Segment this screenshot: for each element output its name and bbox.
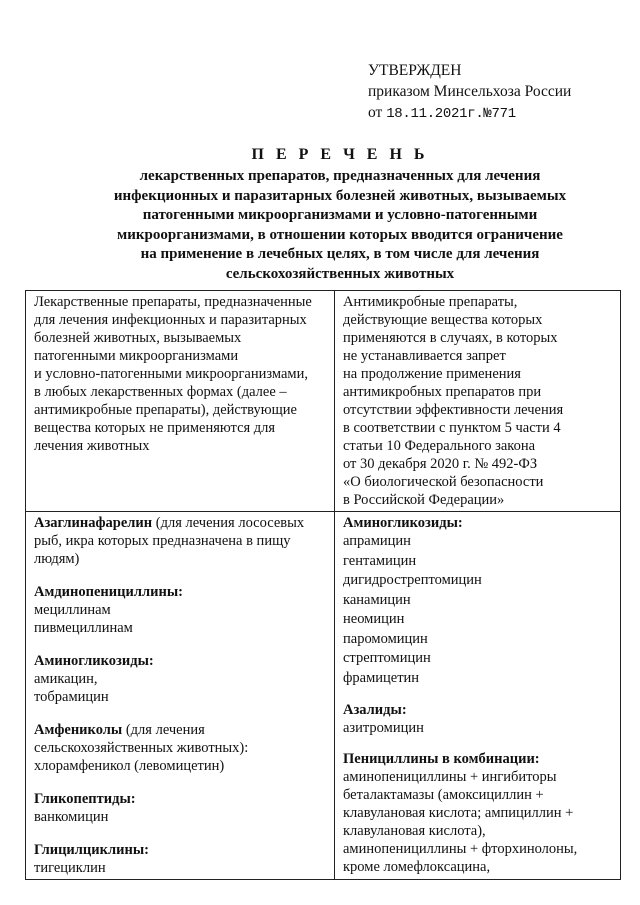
drug-item: канамицин bbox=[343, 591, 411, 608]
drug-list-table bbox=[25, 290, 621, 880]
header-cell-right bbox=[335, 291, 621, 512]
drug-item: дигидрострептомицин bbox=[343, 572, 482, 588]
drug-group bbox=[34, 721, 328, 775]
drug-item: ванкомицин bbox=[34, 809, 109, 825]
drug-item: стрептомицин bbox=[343, 650, 431, 666]
group-title: Аминогликозиды: bbox=[343, 515, 463, 531]
subtitle-line: микроорганизмами, в отношении которых вводится ограничение bbox=[117, 226, 563, 243]
document-title: П Е Р Е Ч Е Н Ь bbox=[251, 146, 429, 163]
drug-item: апрамицин bbox=[343, 533, 411, 549]
drug-group bbox=[34, 841, 328, 877]
subtitle-line: инфекционных и паразитарных болезней животных, вызываемых bbox=[113, 187, 567, 204]
document-subtitle bbox=[40, 167, 640, 284]
drug-item: неомицин bbox=[343, 611, 405, 627]
group-title: Амдинопенициллины: bbox=[34, 584, 183, 600]
subtitle-line: лекарственных препаратов, предназначенных для лечения bbox=[139, 168, 541, 184]
group-title: Аминогликозиды: bbox=[34, 653, 154, 669]
drug-group bbox=[34, 652, 328, 706]
drug-group bbox=[34, 514, 328, 568]
table-header-row bbox=[26, 291, 621, 512]
drug-item: азитромицин bbox=[343, 720, 424, 736]
drug-group bbox=[343, 750, 614, 876]
drug-item: пивмециллинам bbox=[34, 620, 133, 636]
body-cell-left bbox=[26, 512, 335, 880]
drug-combination-text: аминопенициллины + ингибиторы беталактамазы (амоксициллин + клавулановая кислота; ампициллин + клавулановая кислота), аминопенициллины + фторхинолоны, кроме ломефлоксацина, bbox=[343, 769, 578, 875]
drug-item: гентамицин bbox=[343, 552, 417, 569]
approval-date-prefix: от bbox=[368, 104, 387, 121]
drug-group bbox=[343, 701, 614, 737]
group-title: Амфениколы bbox=[34, 722, 123, 738]
group-title: Глицилциклины: bbox=[34, 842, 149, 858]
drug-item: мециллинам bbox=[34, 602, 111, 618]
header-left-text: Лекарственные препараты, предназначенные для лечения инфекционных и паразитарных болезней животных, вызываемых патогенными микроорганизмами и условно-патогенными микроорганизмами, в любых лекарственных формах (далее – антимикробные препараты), действующие вещества которых не применяются для лечения животных bbox=[34, 294, 312, 454]
drug-item: фрамицетин bbox=[343, 669, 420, 686]
subtitle-line: патогенными микроорганизмами и условно-патогенными bbox=[142, 207, 538, 223]
approval-date-value: 18.11.2021г.№771 bbox=[386, 106, 516, 122]
drug-item: амикацин, bbox=[34, 671, 98, 687]
approval-order: приказом Минсельхоза России bbox=[368, 83, 572, 100]
group-title: Пенициллины в комбинации: bbox=[343, 751, 540, 767]
drug-item: паромомицин bbox=[343, 630, 428, 647]
body-cell-right bbox=[335, 512, 621, 880]
header-cell-left bbox=[26, 291, 335, 512]
group-note: (для лечения сельскохозяйственных животных): bbox=[34, 722, 249, 756]
drug-group bbox=[34, 583, 328, 637]
approval-title: УТВЕРЖДЕН bbox=[368, 62, 462, 79]
drug-item: хлорамфеникол (левомицетин) bbox=[34, 758, 225, 774]
table-body-row bbox=[26, 512, 621, 880]
subtitle-line: сельскохозяйственных животных bbox=[225, 265, 455, 282]
approval-date bbox=[368, 102, 571, 125]
group-title: Азаглинафарелин bbox=[34, 515, 153, 531]
drug-item: тигециклин bbox=[34, 860, 106, 876]
drug-group bbox=[343, 514, 614, 688]
subtitle-line: на применение в лечебных целях, в том числе для лечения bbox=[140, 246, 540, 262]
group-note: (для лечения лососевых рыб, икра которых предназначена в пищу людям) bbox=[34, 515, 305, 567]
header-right-text: Антимикробные препараты, действующие вещества которых применяются в случаях, в которых не устанавливается запрет на продолжение применения антимикробных препаратов при отсутствии эффективности лечения в соответствии с пунктом 5 части 4 статьи 10 Федерального закона от 30 декабря 2020 г. № 492-ФЗ «О биологической безопасности в Российской Федерации» bbox=[343, 294, 564, 508]
document-heading bbox=[40, 146, 640, 284]
drug-item: тобрамицин bbox=[34, 689, 109, 705]
approval-block bbox=[368, 60, 571, 125]
drug-group bbox=[34, 790, 328, 826]
group-title: Гликопептиды: bbox=[34, 791, 136, 807]
group-title: Азалиды: bbox=[343, 702, 407, 718]
